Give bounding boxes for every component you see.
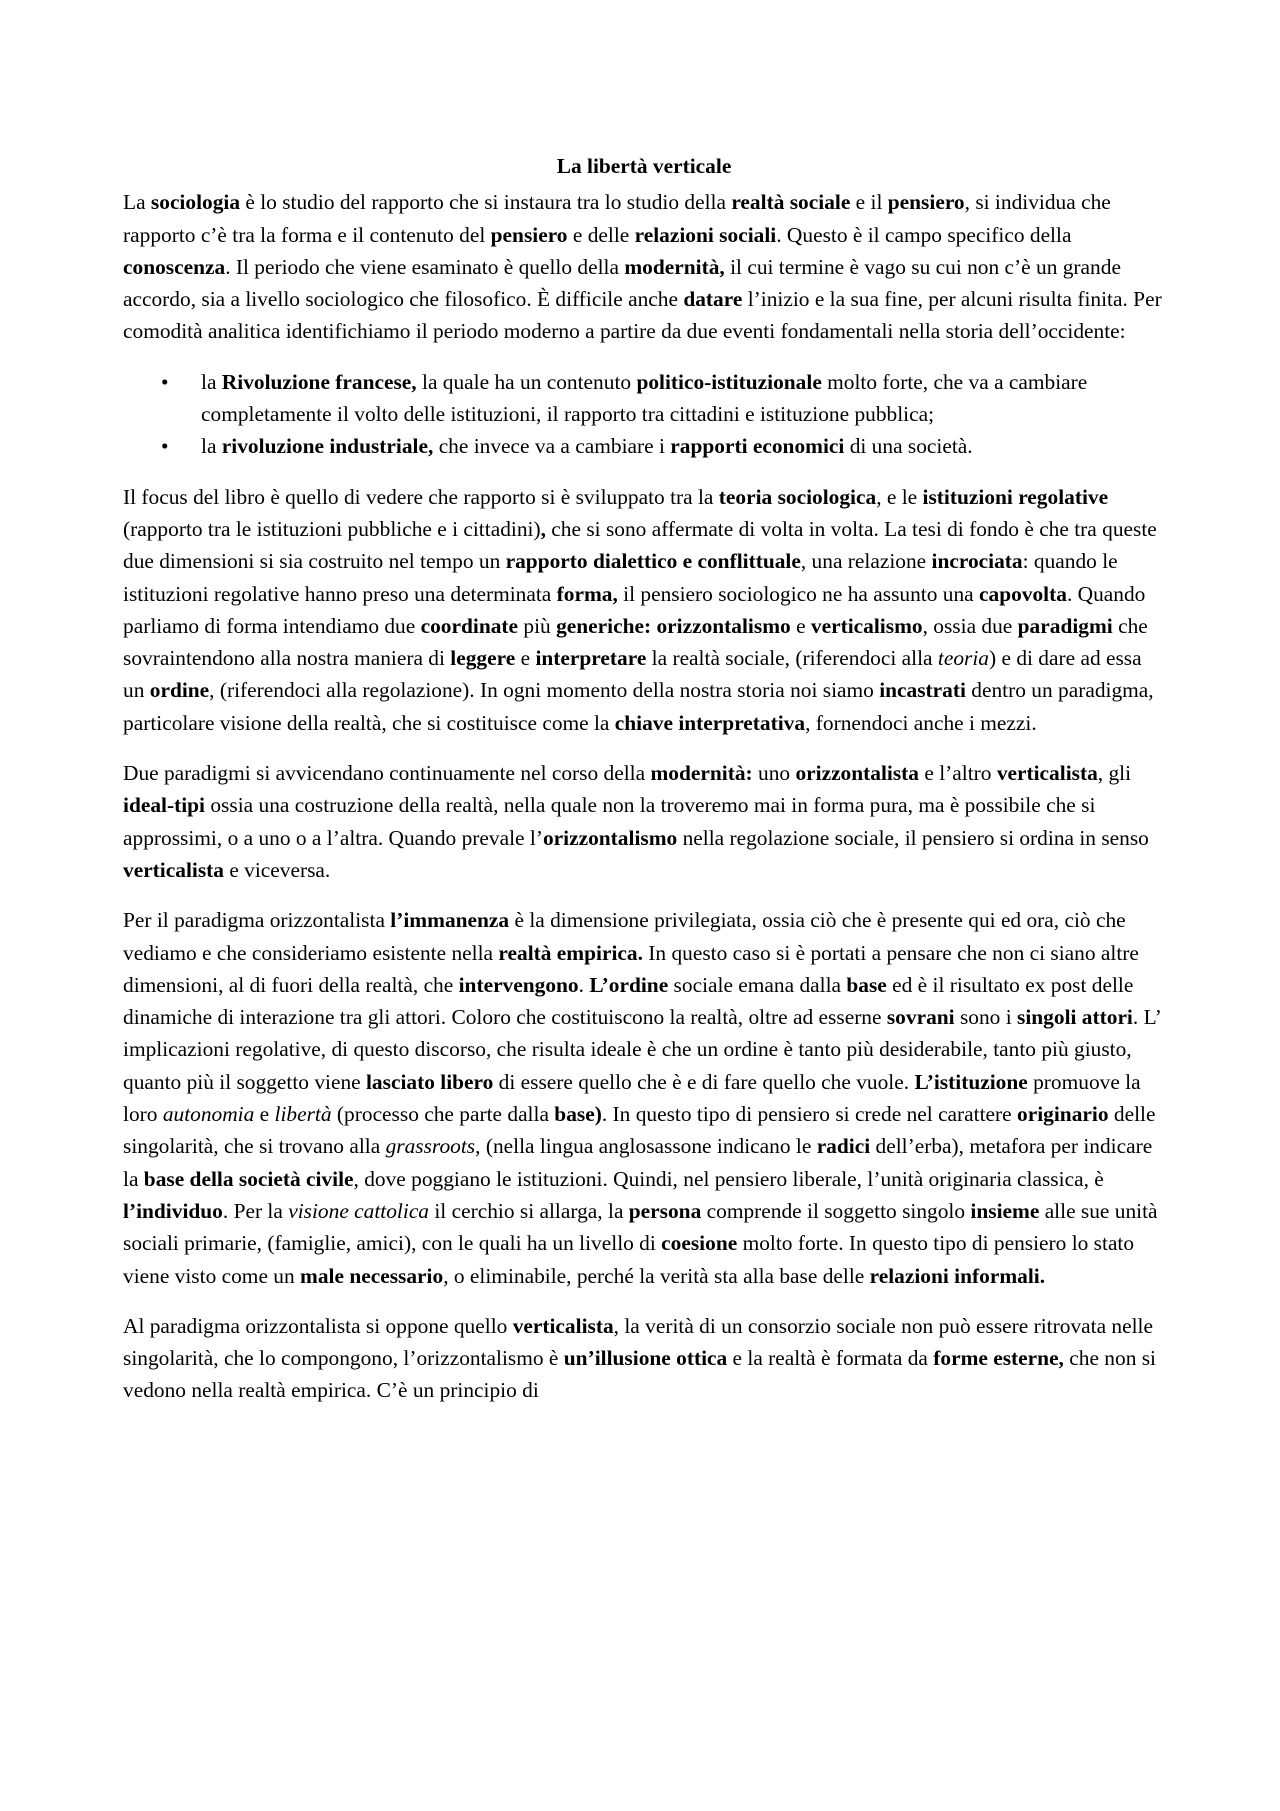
bold-text: chiave interpretativa (614, 710, 806, 735)
bold-text: verticalista (512, 1313, 614, 1338)
text-run: delle singolarità, che si trovano alla (123, 1102, 1156, 1159)
bold-text: rapporto dialettico e conflittuale (505, 549, 801, 574)
text-run: la (201, 369, 222, 394)
bold-text: intervengono (458, 972, 579, 997)
bold-text: modernità: (650, 761, 753, 786)
text-run: . Per la (222, 1198, 289, 1223)
text-run: , dove poggiano le istituzioni. Quindi, nel pensiero liberale, l’unità originaria classica, è (353, 1166, 1104, 1191)
text-run: è lo studio del rapporto che si instaura tra lo studio della (240, 190, 732, 215)
text-run: sono i (954, 1005, 1018, 1030)
text-run: l’inizio e la sua fine, per alcuni risulta finita. Per comodità analitica identifichiamo il periodo moderno a partire da due eventi fondamentali nella storia dell’occidente: (123, 287, 1162, 344)
text-run: la (201, 434, 222, 459)
text-run: alle sue unità sociali primarie, (famiglie, amici), con le quali ha un livello di (123, 1198, 1158, 1256)
text-run: ed è il risultato ex post delle dinamiche di interazione tra gli attori. Coloro che costituiscono la realtà, oltre ad esserne (123, 972, 1134, 1030)
list-item (123, 366, 1165, 431)
text-run: e la realtà è formata da (727, 1346, 934, 1371)
text-run: il cerchio si allarga, la (429, 1198, 629, 1223)
bold-text: coesione (661, 1231, 738, 1256)
bold-text: paradigmi (1017, 613, 1113, 638)
text-run: Al paradigma orizzontalista si oppone quello (123, 1313, 513, 1338)
bold-text: incrociata (931, 549, 1023, 574)
bold-text: base della società civile (143, 1166, 354, 1191)
text-run: . In questo tipo di pensiero si crede nel carattere (601, 1102, 1018, 1127)
bold-text: ideal-tipi (123, 793, 206, 818)
bold-text: relazioni sociali (634, 222, 777, 247)
text-run: uno (752, 761, 796, 786)
bold-text: leggere (450, 646, 516, 671)
text-run: molto forte. In questo tipo di pensiero lo stato viene visto come un (123, 1231, 1135, 1288)
text-run: la realtà sociale, (riferendoci alla (646, 646, 938, 671)
document-body (123, 186, 1165, 1406)
text-run: , fornendoci anche i mezzi. (805, 710, 1037, 735)
document-page (123, 150, 1165, 1425)
text-run: la quale ha un contenuto (416, 369, 637, 394)
bold-text: originario (1017, 1102, 1109, 1127)
text-run: è la dimensione privilegiata, ossia ciò che è presente qui ed ora, ciò che vediamo e che consideriamo esistente nella (123, 908, 1126, 965)
bold-text: pensiero (887, 190, 965, 215)
text-run: , ossia due (922, 613, 1018, 638)
italic-text: grassroots (385, 1134, 476, 1159)
text-run: nella regolazione sociale, il pensiero si ordina in senso (677, 825, 1149, 850)
bold-text: , (540, 516, 546, 541)
text-run: ) e di dare ad essa un (123, 646, 1142, 703)
text-run: , gli (1097, 761, 1132, 786)
paragraph (123, 1310, 1165, 1407)
bold-text: l’immanenza (390, 908, 510, 933)
text-run: La (123, 190, 151, 215)
bold-text: modernità, (624, 254, 725, 279)
bold-text: realtà sociale (731, 190, 851, 215)
bold-text: un’illusione ottica (563, 1346, 728, 1371)
text-run: , o eliminabile, perché la verità sta alla base delle (443, 1263, 870, 1288)
bold-text: rapporti economici (670, 434, 845, 459)
bold-text: pensiero (490, 222, 568, 247)
text-run: e il (850, 190, 888, 215)
text-run: e viceversa. (223, 857, 331, 882)
bullet-icon: • (161, 369, 169, 394)
bold-text: politico-istituzionale (636, 369, 822, 394)
italic-text: libertà (274, 1102, 332, 1127)
text-run: dell’erba), metafora per indicare la (123, 1134, 1153, 1191)
bold-text: generiche: orizzontalismo (556, 613, 791, 638)
text-run: . Quando parliamo di forma intendiamo due (123, 581, 1146, 638)
bold-text: L’ordine (589, 972, 669, 997)
text-run: Il focus del libro è quello di vedere che rapporto si è sviluppato tra la (123, 484, 719, 509)
text-run: di essere quello che è e di fare quello che vuole. (493, 1069, 915, 1094)
bold-text: conoscenza (123, 254, 226, 279)
bold-text: L’istituzione (914, 1069, 1028, 1094)
bold-text: sociologia (150, 190, 241, 215)
text-run: promuove la loro (123, 1069, 1141, 1127)
text-run: . Questo è il campo specifico della (776, 222, 1072, 247)
text-run: molto forte, che va a cambiare completamente il volto delle istituzioni, il rapporto tra cittadini e istituzione pubblica; (201, 369, 1088, 427)
text-run: più (518, 613, 557, 638)
text-run: sociale emana dalla (668, 972, 847, 997)
bold-text: verticalismo (810, 613, 923, 638)
italic-text: teoria (937, 646, 989, 671)
bold-text: radici (816, 1134, 871, 1159)
text-run: , si individua che rapporto c’è tra la forma e il contenuto del (123, 190, 1111, 247)
text-run: (processo che parte dalla (331, 1102, 555, 1127)
bold-text: singoli attori (1017, 1005, 1133, 1030)
bold-text: coordinate (420, 613, 519, 638)
bold-text: lasciato libero (365, 1069, 494, 1094)
bold-text: relazioni informali. (869, 1263, 1046, 1288)
bold-text: insieme (970, 1198, 1040, 1223)
text-run: , la verità di un consorzio sociale non può essere ritrovata nelle singolarità, che lo compongono, l’orizzontalismo è (123, 1313, 1153, 1371)
document-title: La libertà verticale (556, 154, 732, 178)
text-run: comprende il soggetto singolo (701, 1198, 971, 1223)
bold-text: persona (628, 1198, 702, 1223)
text-run: che non si vedono nella realtà empirica. C’è un principio di (123, 1346, 1157, 1403)
text-run: dentro un paradigma, particolare visione della realtà, che si costituisce come la (123, 678, 1154, 735)
text-run: che invece va a cambiare i (433, 434, 671, 459)
text-run: In questo caso si è portati a pensare che non ci siano altre dimensioni, al di fuori della realtà, che (123, 940, 1139, 997)
bold-text: Rivoluzione francese, (221, 369, 417, 394)
bold-text: forme esterne, (933, 1346, 1064, 1371)
bold-text: realtà empirica. (498, 940, 643, 965)
paragraph (123, 757, 1165, 886)
text-run: e (790, 613, 811, 638)
text-run: . Il periodo che viene esaminato è quello della (225, 254, 625, 279)
text-run: : quando le istituzioni regolative hanno preso una determinata (123, 549, 1118, 606)
text-run: che si sono affermate di volta in volta. La tesi di fondo è che tra queste due dimensioni si sia costruito nel tempo un (123, 516, 1157, 574)
text-run: il cui termine è vago su cui non c’è un grande accordo, sia a livello sociologico che filosofico. È difficile anche (123, 254, 1121, 312)
bold-text: male necessario (300, 1263, 444, 1288)
bold-text: capovolta (979, 581, 1067, 606)
text-run: , una relazione (800, 549, 932, 574)
text-run: . (578, 972, 590, 997)
bold-text: datare (683, 287, 743, 312)
text-run: Due paradigmi si avvicendano continuamente nel corso della (123, 761, 651, 786)
text-run: di una società. (844, 434, 973, 459)
text-run: e (515, 646, 536, 671)
text-run: . L’ implicazioni regolative, di questo discorso, che risulta ideale è che un ordine è tanto più desiderabile, tanto più giusto, quanto più il soggetto viene (123, 1005, 1161, 1094)
italic-text: autonomia (162, 1102, 255, 1127)
bold-text: verticalista (123, 857, 224, 882)
bold-text: teoria sociologica (718, 484, 877, 509)
bold-text: l’individuo (123, 1198, 223, 1223)
bold-text: rivoluzione industriale, (221, 434, 434, 459)
text-run: e l’altro (919, 761, 997, 786)
text-run: che sovraintendono alla nostra maniera di (123, 613, 1148, 671)
text-run: e delle (567, 222, 635, 247)
paragraph (123, 904, 1165, 1292)
text-run: Per il paradigma orizzontalista (123, 908, 391, 933)
bold-text: verticalista (996, 761, 1098, 786)
bold-text: orizzontalista (795, 761, 919, 786)
text-run: , (nella lingua anglosassone indicano le (475, 1134, 817, 1159)
text-run: il pensiero sociologico ne ha assunto una (617, 581, 979, 606)
paragraph (123, 186, 1165, 347)
bold-text: istituzioni regolative (922, 484, 1109, 509)
italic-text: visione cattolica (288, 1198, 430, 1223)
text-run: (rapporto tra le istituzioni pubbliche e i cittadini) (123, 516, 541, 541)
bold-text: orizzontalismo (542, 825, 678, 850)
bold-text: interpretare (535, 646, 647, 671)
bold-text: base (846, 972, 887, 997)
text-run: ossia una costruzione della realtà, nella quale non la troveremo mai in forma pura, ma è possibile che si approssimi, o a uno o a l’altra. Quando prevale l’ (123, 793, 1096, 850)
bullet-icon: • (161, 434, 169, 459)
bold-text: incastrati (879, 678, 966, 703)
bullet-list (123, 366, 1165, 463)
text-run: , (riferendoci alla regolazione). In ogni momento della nostra storia noi siamo (209, 678, 880, 703)
bold-text: sovrani (886, 1005, 955, 1030)
list-item (123, 430, 1165, 462)
text-run: e (254, 1102, 275, 1127)
text-run: , e le (876, 484, 923, 509)
bold-text: base) (554, 1102, 602, 1127)
bold-text: ordine (149, 678, 210, 703)
bold-text: forma, (556, 581, 618, 606)
paragraph (123, 481, 1165, 739)
